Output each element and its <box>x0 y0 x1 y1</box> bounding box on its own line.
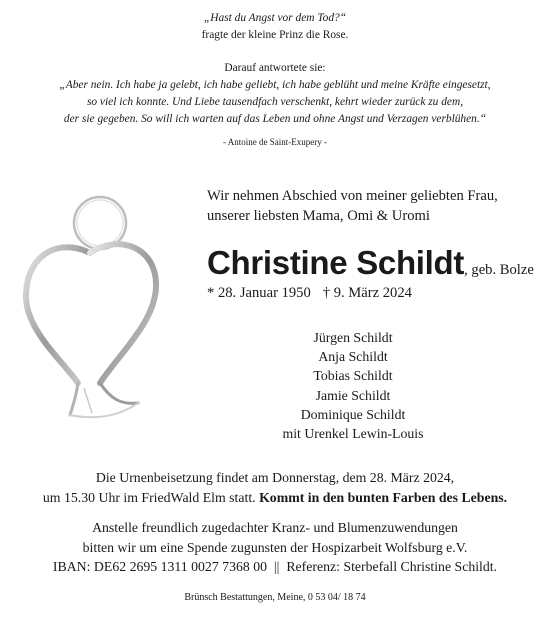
mourner-item: Jürgen Schildt <box>313 330 393 345</box>
life-dates <box>207 283 412 303</box>
angel-heart-icon <box>20 193 160 428</box>
mourner-item: Tobias Schildt <box>313 368 393 384</box>
service-line-2 <box>10 488 540 508</box>
donation-iban: IBAN: DE62 2695 1311 0027 7368 00 || Referenz: Sterbefall Christine Schildt. <box>52 559 498 574</box>
quote-section <box>20 10 530 149</box>
mourner-item: mit Urenkel Lewin-Louis <box>282 426 424 442</box>
quote-author: - Antoine de Saint-Exupery - <box>223 136 327 147</box>
deceased-name-row <box>207 244 534 282</box>
quote-answer-intro: Darauf antwortete sie: <box>224 61 326 74</box>
birth-date: * 28. Januar 1950 <box>207 285 311 301</box>
mourner-item: Jamie Schildt <box>315 387 391 403</box>
service-time-place: um 15.30 Uhr im FriedWald Elm statt. <box>42 489 260 505</box>
donation-info <box>10 518 540 577</box>
donation-line-1: Anstelle freundlich zugedachter Kranz- und Blumenzuwendungen <box>92 520 458 535</box>
maiden-name: , geb. Bolze <box>464 262 534 278</box>
death-date: † 9. März 2024 <box>322 285 412 301</box>
intro-line-1: Wir nehmen Abschied von meiner geliebten Frau, <box>207 188 498 204</box>
quote-answer-line-3: der sie gegeben. So will ich warten auf das Leben und ohne Angst und Verzagen verblühen.“ <box>63 113 487 126</box>
intro-text <box>207 186 527 226</box>
deceased-name: Christine Schildt <box>207 244 465 281</box>
mourner-item: Dominique Schildt <box>300 406 406 422</box>
service-dress-note: Kommt in den bunten Farben des Lebens. <box>259 489 508 505</box>
mourner-item: Anja Schildt <box>318 349 388 365</box>
quote-answer-line-1: „Aber nein. Ich habe ja gelebt, ich habe geliebt, ich habe geblüht und meine Kräfte eingesetzt, <box>59 78 491 91</box>
service-line-1: Die Urnenbeisetzung findet am Donnerstag, dem 28. März 2024, <box>95 470 455 485</box>
service-info <box>10 468 540 507</box>
quote-intro: fragte der kleine Prinz die Rose. <box>201 29 349 42</box>
quote-question: „Hast du Angst vor dem Tod?“ <box>203 12 347 24</box>
quote-answer-line-2: so viel ich konnte. Und Liebe tausendfach verschenkt, kehrt wieder zurück zu dem, <box>86 96 464 109</box>
mourners-list <box>248 328 458 443</box>
donation-line-2: bitten wir um eine Spende zugunsten der Hospizarbeit Wolfsburg e.V. <box>82 539 468 555</box>
intro-line-2: unserer liebsten Mama, Omi & Uromi <box>207 208 430 224</box>
funeral-home-footer: Brünsch Bestattungen, Meine, 0 53 04/ 18 74 <box>184 592 366 603</box>
